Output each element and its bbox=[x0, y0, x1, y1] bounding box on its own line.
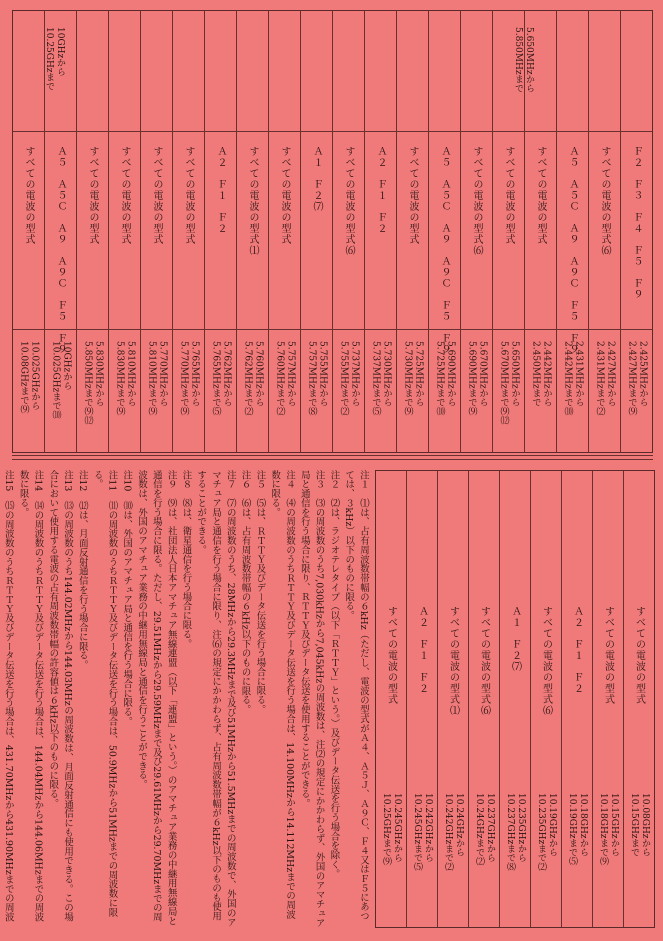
frequency-range: 5.810MHzから 5.830MHzまで⑼ bbox=[114, 341, 136, 416]
table-row bbox=[376, 471, 406, 927]
frequency-range: 2.427MHzから 2.431MHzまで⑵ bbox=[594, 341, 616, 416]
footnote-mark: 注９ bbox=[165, 470, 177, 489]
upper-frequency-table bbox=[12, 10, 653, 453]
emission-type: Ａ１ Ｆ２⑺ bbox=[311, 146, 322, 212]
footnote-text: ⑸は、ＲＴＴＹ及びデータ伝送を行う場合に限る。 bbox=[254, 498, 266, 715]
lower-frequency-table bbox=[375, 470, 655, 928]
table-row bbox=[428, 11, 460, 452]
footnote bbox=[178, 470, 193, 928]
frequency-range: 10.025GHzから 10.08GHzまで⑼ bbox=[18, 341, 40, 414]
frequency-range: 5.757MHzから 5.760MHzまで⑵ bbox=[274, 341, 296, 416]
frequency-range: 10.242GHzから 10.245GHzまで⑸ bbox=[412, 793, 433, 872]
frequency-range: 10.24GHzから 10.242GHzまで⑵ bbox=[443, 793, 464, 872]
band-label-text: 10GHzから 10.25GHzまで bbox=[44, 27, 65, 91]
table-row bbox=[468, 471, 499, 927]
frequency-range: 5.670MHzから 5.690MHzまで⑼ bbox=[466, 341, 488, 416]
emission-type: Ａ５ Ａ５Ｃ Ａ９ Ａ９Ｃ Ｆ５ Ｆ９ bbox=[567, 146, 578, 355]
footnote bbox=[0, 470, 15, 928]
footnote bbox=[296, 470, 326, 928]
emission-type: Ａ１ Ｆ２⑺ bbox=[509, 606, 521, 672]
table-row bbox=[406, 471, 437, 927]
table-row bbox=[556, 11, 588, 452]
table-row bbox=[437, 471, 468, 927]
footnote-text: ⑵は、ラジオテレタイプ（以下「ＲＴＴＹ」という。）及びデータ伝送を行う場合を除く。 bbox=[328, 498, 340, 879]
footnote-mark: 注14 bbox=[32, 470, 44, 492]
table-row bbox=[592, 471, 623, 927]
frequency-range: 5.760MHzから 5.762MHzまで⑵ bbox=[242, 341, 264, 416]
footnote bbox=[266, 470, 296, 928]
footnote-text: ⒁の周波数のうちＲＴＴＹ及びデータ伝送を行う場合は、144.04MHzから144.06MHzまでの周波数に限る。 bbox=[17, 470, 44, 922]
emission-type: Ａ２ Ｆ１ Ｆ２ bbox=[416, 606, 428, 694]
table-row bbox=[76, 11, 108, 452]
footnote bbox=[15, 470, 45, 928]
emission-type: すべての電波の型式 bbox=[151, 146, 162, 245]
frequency-range: 5.650MHzから 5.670MHzまで⑼⑿ bbox=[498, 341, 520, 425]
emission-type: すべての電波の型式⑹ bbox=[478, 606, 490, 716]
footnote-mark: 注３ bbox=[313, 470, 325, 489]
upper-table-rows bbox=[13, 11, 652, 452]
footnote-mark: 注８ bbox=[180, 470, 192, 489]
band-label-text: 5.650MHzから 5.850MHzまで bbox=[513, 27, 534, 93]
emission-type: すべての電波の型式 bbox=[119, 146, 130, 245]
footnotes bbox=[2, 470, 370, 928]
footnote-text: ⑼は、社団法人日本アマチュア無線連盟（以下「連盟」という。）のアマチュア業務の中継用無線局と通信を行う場合に限る。ただし、29.51MHzから29.59MHzまで及び29.61MHzから29.70MHzまでの周波数は、外国のアマチュア業務の中継用無線局と通信を行うことができる。 bbox=[136, 470, 177, 926]
footnote bbox=[89, 470, 119, 928]
footnote bbox=[252, 470, 267, 928]
table-row bbox=[268, 11, 300, 452]
frequency-range: 5.690MHzから 5.725MHzまで⑽ bbox=[434, 341, 456, 416]
frequency-range: 5.765MHzから 5.770MHzまで⑼ bbox=[178, 341, 200, 416]
frequency-range: 10GHzから 10.025GHzまで⑽ bbox=[50, 341, 72, 420]
band-label-10ghz bbox=[43, 27, 65, 147]
emission-type: すべての電波の型式 bbox=[23, 146, 34, 245]
table-row bbox=[530, 471, 561, 927]
table-row bbox=[13, 11, 44, 452]
table-row bbox=[588, 11, 620, 452]
footnote-text: ⑴は、占有周波数帯幅の６kHz（ただし、電波の型式がＡ４、Ａ５Ｊ、Ａ９Ｃ、Ｆ４又はＦ５にあつては、３kHz）以下のものに限る。 bbox=[343, 470, 369, 921]
footnote bbox=[340, 470, 370, 928]
footnote-mark: 注11 bbox=[106, 470, 118, 492]
footnote-mark: 注６ bbox=[239, 470, 251, 489]
footnote-text: ⑿は、月面反射通信を行う場合に限る。 bbox=[76, 500, 88, 670]
emission-type: Ａ５ Ａ５Ｃ Ａ９ Ａ９Ｃ Ｆ５ Ｆ９ bbox=[439, 146, 450, 355]
footnote-text: ⑷の周波数のうちＲＴＴＹ及びデータ伝送を行う場合は、14.100MHzから14.112MHzまでの周波数に限る。 bbox=[269, 470, 296, 920]
emission-type: すべての電波の型式⑴ bbox=[447, 606, 459, 716]
footnote-mark: 注２ bbox=[328, 470, 340, 489]
emission-type: すべての電波の型式 bbox=[535, 146, 546, 245]
emission-type: Ａ５ Ａ５Ｃ Ａ９ Ａ９Ｃ Ｆ５ Ｆ９ bbox=[55, 146, 66, 355]
emission-type: Ａ２ Ｆ１ Ｆ２ bbox=[571, 606, 583, 694]
footnote bbox=[237, 470, 252, 928]
frequency-range: 2.431MHzから 2.442MHzまで⑽ bbox=[562, 341, 584, 416]
table-row bbox=[332, 11, 364, 452]
table-row bbox=[364, 11, 396, 452]
footnote-mark: 注15 bbox=[2, 470, 14, 492]
table-row bbox=[460, 11, 492, 452]
emission-type: すべての電波の型式 bbox=[385, 606, 397, 705]
footnote-text: ⒀の周波数のうち144.02MHzから144.03MHzの周波数は、月面反射通信にも使用できる。この場合において使用する電波の占有周波数帯幅の許容値は６kHz以下のものに限る。 bbox=[47, 470, 74, 922]
frequency-range: 2.442MHzから 2.450MHzまで bbox=[530, 341, 552, 407]
frequency-range: 2.425MHzから 2.427MHzまで⑼ bbox=[626, 341, 648, 416]
frequency-range: 10.19GHzから 10.235GHzまで⑵ bbox=[536, 793, 557, 872]
table-row bbox=[396, 11, 428, 452]
footnote-mark: 注12 bbox=[76, 470, 88, 492]
footnote-text: ⑺の周波数のうち、28MHzから29.3MHzまで及び51MHzから51.5MHzまでの周波数で、外国のアマチュア局と通信を行う場合に限り、注⑹の規定にかかわらず、占有周波数帯幅が６kHz以下のものも使用することができる。 bbox=[195, 470, 236, 927]
footnote-mark: 注13 bbox=[62, 470, 74, 492]
frequency-range: 10.245GHzから 10.25GHzまで⑼ bbox=[381, 793, 402, 866]
band-label-5ghz bbox=[512, 27, 534, 147]
table-row bbox=[172, 11, 204, 452]
footnote-text: ⑻は、衛星通信を行う場合に限る。 bbox=[180, 498, 192, 649]
frequency-range: 5.730MHzから 5.737MHzまで⑸ bbox=[370, 341, 392, 416]
table-row bbox=[108, 11, 140, 452]
frequency-range: 10.18GHzから 10.19GHzまで⑸ bbox=[567, 793, 588, 866]
footnote-mark: 注10 bbox=[121, 470, 133, 492]
emission-type: すべての電波の型式 bbox=[87, 146, 98, 245]
footnote-text: ⑹は、占有周波数帯幅の６kHz以下のものに限る。 bbox=[239, 498, 251, 715]
table-row bbox=[140, 11, 172, 452]
emission-type: すべての電波の型式 bbox=[407, 146, 418, 245]
emission-type: すべての電波の型式⑹ bbox=[540, 606, 552, 716]
page-divider bbox=[12, 455, 653, 460]
footnote-mark: 注４ bbox=[284, 470, 296, 489]
frequency-range: 5.725MHzから 5.730MHzまで⑼ bbox=[402, 341, 424, 416]
footnote-text: ⒂の周波数のうちＲＴＴＹ及びデータ伝送を行う場合は、431.70MHzから431.90MHzまでの周波 bbox=[2, 500, 14, 922]
table-row bbox=[236, 11, 268, 452]
footnote-mark: 注７ bbox=[224, 470, 236, 489]
emission-type: すべての電波の型式⑹ bbox=[471, 146, 482, 256]
frequency-range: 10.237GHzから 10.24GHzまで⑵ bbox=[474, 793, 495, 866]
table-row bbox=[300, 11, 332, 452]
emission-type: すべての電波の型式 bbox=[633, 606, 645, 705]
frequency-range: 5.770MHzから 5.810MHzまで⑼ bbox=[146, 341, 168, 416]
table-row bbox=[561, 471, 592, 927]
footnote bbox=[118, 470, 133, 928]
footnote-mark: 注５ bbox=[254, 470, 266, 489]
frequency-range: 5.762MHzから 5.765MHzまで⑸ bbox=[210, 341, 232, 416]
frequency-range: 10.08GHzから 10.15GHzまで bbox=[629, 793, 650, 857]
emission-type: すべての電波の型式 bbox=[503, 146, 514, 245]
footnote bbox=[326, 470, 341, 928]
emission-type: すべての電波の型式 bbox=[183, 146, 194, 245]
emission-type: すべての電波の型式 bbox=[602, 606, 614, 705]
frequency-range: 10.235GHzから 10.237GHzまで⑻ bbox=[505, 793, 526, 872]
footnote-mark: 注１ bbox=[358, 470, 369, 489]
emission-type: すべての電波の型式 bbox=[279, 146, 290, 245]
emission-type: Ａ２ Ｆ１ Ｆ２ bbox=[215, 146, 226, 234]
footnote-text: ⑶の周波数のうち7,030kHzから7,045kHzの周波数は、注⑵の規定にかかわらず、外国のアマチュア局と通信を行う場合に限り、ＲＴＴＹ及びデータ伝送を使用することができる。 bbox=[298, 470, 325, 928]
emission-type: すべての電波の型式⑴ bbox=[247, 146, 258, 256]
frequency-range: 5.737MHzから 5.755MHzまで⑵ bbox=[338, 341, 360, 416]
table-row bbox=[499, 471, 530, 927]
footnote bbox=[74, 470, 89, 928]
emission-type: Ｆ２ Ｆ３ Ｆ４ Ｆ５ Ｆ９ bbox=[631, 146, 642, 300]
frequency-range: 5.830MHzから 5.850MHzまで⑼⑿ bbox=[82, 341, 104, 425]
emission-type: Ａ２ Ｆ１ Ｆ２ bbox=[375, 146, 386, 234]
footnote-text: ⑾の周波数のうちＲＴＴＹ及びデータ伝送を行う場合は、50.9MHzから51MHzまでの周波数に限る。 bbox=[91, 470, 118, 917]
footnote bbox=[192, 470, 236, 928]
footnote-text: ⑽は、外国のアマチュア局と通信を行う場合に限る。 bbox=[121, 500, 133, 727]
footnote bbox=[44, 470, 74, 928]
footnote bbox=[133, 470, 177, 928]
table-row bbox=[620, 11, 652, 452]
table-row bbox=[204, 11, 236, 452]
emission-type: すべての電波の型式⑹ bbox=[599, 146, 610, 256]
table-row bbox=[623, 471, 654, 927]
frequency-range: 5.755MHzから 5.757MHzまで⑻ bbox=[306, 341, 328, 416]
emission-type: すべての電波の型式⑹ bbox=[343, 146, 354, 256]
frequency-range: 10.15GHzから 10.18GHzまで⑼ bbox=[598, 793, 619, 866]
